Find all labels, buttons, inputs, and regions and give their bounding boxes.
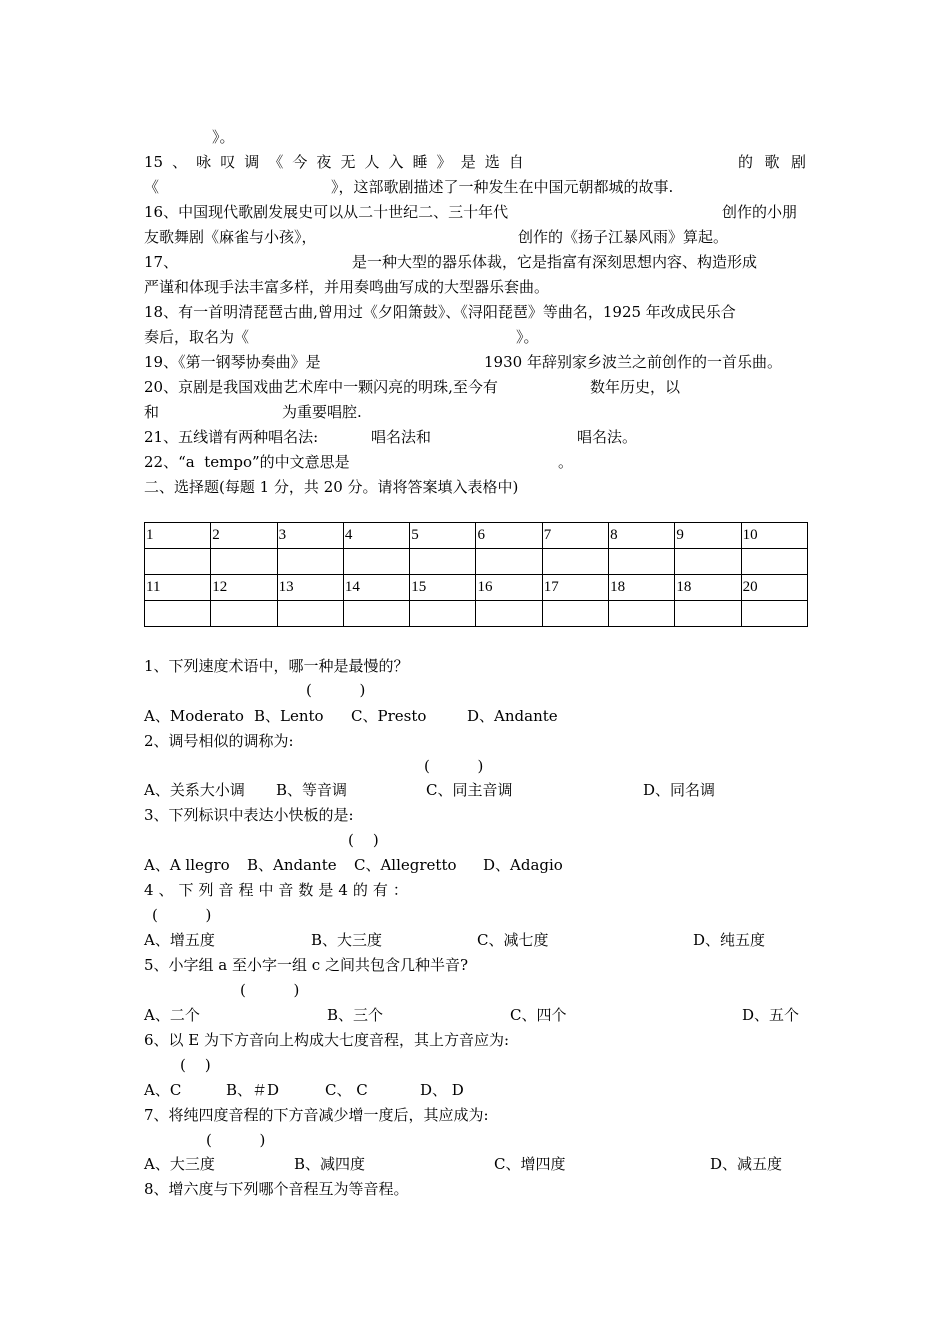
q15-tail-word: 歌	[764, 153, 780, 171]
mc-q6: 6、以 E 为下方音向上构成大七度音程，其上方音应为:	[144, 1031, 510, 1049]
answer-cell[interactable]	[675, 549, 741, 575]
answer-cell[interactable]	[741, 601, 807, 627]
mc-q4-answer-blank: ( )	[152, 906, 212, 924]
mc-q6-option-b: B、＃D	[226, 1081, 280, 1099]
answer-cell[interactable]	[277, 549, 343, 575]
mc-q1: 1、下列速度术语中，哪一种是最慢的？	[144, 657, 409, 675]
table-cell-number: 2	[211, 523, 277, 549]
mc-q4-word: 音	[218, 881, 234, 899]
table-cell-number: 17	[542, 575, 608, 601]
q21-left: 21、五线谱有两种唱名法:	[144, 428, 319, 446]
mc-q5: 5、小字组 a 至小字一组 c 之间共包含几种半音?	[144, 956, 469, 974]
mc-q4-word: 是	[318, 881, 334, 899]
q15-word: 人	[364, 153, 380, 171]
table-cell-number: 12	[211, 575, 277, 601]
mc-q3-answer-blank: ( )	[348, 831, 379, 849]
answer-cell[interactable]	[343, 601, 409, 627]
mc-q2: 2、调号相似的调称为:	[144, 732, 294, 750]
table-cell-number: 3	[277, 523, 343, 549]
mc-q5-option-a: A、二个	[144, 1006, 200, 1024]
answer-cell[interactable]	[145, 601, 211, 627]
mc-q3-option-d: D、Adagio	[483, 856, 563, 874]
answer-cell[interactable]	[145, 549, 211, 575]
mc-q1-option-b: B、Lento	[254, 707, 324, 725]
mc-q7-option-c: C、增四度	[494, 1155, 566, 1173]
q14-ending: 》。	[212, 128, 235, 146]
mc-q4-option-b: B、大三度	[311, 931, 383, 949]
mc-q4-option-d: D、纯五度	[693, 931, 766, 949]
mc-q4-word: 的	[352, 881, 368, 899]
mc-q4-word: 有	[372, 881, 388, 899]
mc-q7-option-d: D、减五度	[710, 1155, 783, 1173]
mc-q6-answer-blank: ( )	[180, 1056, 211, 1074]
answer-cell[interactable]	[675, 601, 741, 627]
q22-right: 。	[558, 453, 574, 471]
mc-q3-option-a: A、A llegro	[144, 856, 230, 874]
q15-word: 入	[388, 153, 404, 171]
mc-q2-option-b: B、等音调	[276, 781, 348, 799]
q19-left: 19、《第一钢琴协奏曲》是	[144, 353, 321, 371]
mc-q4-word: 4	[144, 881, 154, 899]
q15-word: 》	[436, 153, 452, 171]
mc-q8: 8、增六度与下列哪个音程互为等音程。	[144, 1180, 409, 1198]
mc-q7: 7、将纯四度音程的下方音减少增一度后，其应成为:	[144, 1106, 489, 1124]
answer-cell[interactable]	[211, 601, 277, 627]
table-cell-number: 6	[476, 523, 542, 549]
q17-line1-left: 17、	[144, 253, 179, 271]
answer-table	[144, 522, 808, 627]
q21-mid: 唱名法和	[371, 428, 432, 446]
answer-cell[interactable]	[476, 601, 542, 627]
q15-word: 夜	[316, 153, 332, 171]
mc-q1-option-a: A、Moderato	[144, 707, 244, 725]
table-cell-number: 5	[410, 523, 476, 549]
q15-word: 叹	[220, 153, 236, 171]
mc-q4-option-c: C、减七度	[477, 931, 549, 949]
q15-line2-right: 》，这部歌剧描述了一种发生在中国元朝都城的故事.	[331, 178, 674, 196]
q17-line1-right: 是一种大型的器乐体裁，它是指富有深刻思想内容、构造形成	[352, 253, 758, 271]
q15-tail-word: 的	[738, 153, 754, 171]
section-heading-multiple-choice: 二、选择题(每题 1 分，共 20 分。请将答案填入表格中)	[144, 478, 519, 496]
mc-q4-word: 数	[298, 881, 314, 899]
q22-left: 22、“a tempo”的中文意思是	[144, 453, 350, 471]
mc-q2-answer-blank: ( )	[424, 757, 484, 775]
q15-word: 是	[460, 153, 476, 171]
mc-q2-option-d: D、同名调	[643, 781, 716, 799]
answer-cell[interactable]	[609, 601, 675, 627]
q15-line2-left: 《	[144, 178, 160, 196]
answer-cell[interactable]	[609, 549, 675, 575]
q17-line2: 严谨和体现手法丰富多样，并用奏鸣曲写成的大型器乐套曲。	[144, 278, 550, 296]
mc-q3: 3、下列标识中表达小快板的是:	[144, 806, 354, 824]
table-cell-number: 14	[343, 575, 409, 601]
mc-q1-answer-blank: ( )	[306, 681, 366, 699]
mc-q7-answer-blank: ( )	[206, 1131, 266, 1149]
q15-line1	[144, 152, 524, 172]
q15-line1-tail	[738, 152, 806, 172]
q21-right: 唱名法。	[577, 428, 638, 446]
q15-word: 、	[172, 153, 188, 171]
q15-word: 无	[340, 153, 356, 171]
q16-line2-right: 创作的《扬子江暴风雨》算起。	[518, 228, 729, 246]
q19-right: 1930 年辞别家乡波兰之前创作的一首乐曲。	[484, 353, 782, 371]
mc-q4-word: 、	[158, 881, 174, 899]
answer-cell[interactable]	[410, 549, 476, 575]
table-cell-number: 9	[675, 523, 741, 549]
q15-word: 自	[508, 153, 524, 171]
mc-q2-option-c: C、同主音调	[426, 781, 513, 799]
mc-q4-word: 下	[178, 881, 194, 899]
mc-q4-word: 4	[338, 881, 348, 899]
table-row	[145, 575, 808, 601]
answer-cell[interactable]	[410, 601, 476, 627]
mc-q1-option-d: D、Andante	[467, 707, 558, 725]
q18-line1: 18、有一首明清琵琶古曲,曾用过《夕阳箫鼓》、《浔阳琵琶》等曲名，1925 年改成民乐合	[144, 303, 736, 321]
mc-q6-option-a: A、C	[144, 1081, 182, 1099]
q15-word: 15	[144, 153, 164, 171]
table-cell-number: 11	[145, 575, 211, 601]
mc-q3-option-b: B、Andante	[247, 856, 337, 874]
mc-q4	[144, 880, 408, 900]
q15-tail-word: 剧	[790, 153, 806, 171]
mc-q6-option-c: C、 C	[325, 1081, 368, 1099]
mc-q6-option-d: D、 D	[420, 1081, 464, 1099]
q15-word: 选	[484, 153, 500, 171]
table-cell-number: 16	[476, 575, 542, 601]
table-cell-number: 7	[542, 523, 608, 549]
mc-q4-word: 音	[278, 881, 294, 899]
q15-word: 今	[292, 153, 308, 171]
answer-cell[interactable]	[542, 549, 608, 575]
answer-cell[interactable]	[343, 549, 409, 575]
mc-q5-answer-blank: ( )	[240, 981, 300, 999]
q18-line2-left: 奏后，取名为《	[144, 328, 250, 346]
mc-q7-option-a: A、大三度	[144, 1155, 215, 1173]
table-cell-number: 20	[741, 575, 807, 601]
q18-line2-right: 》。	[516, 328, 539, 346]
mc-q5-option-d: D、五个	[742, 1006, 800, 1024]
table-row-answers	[145, 549, 808, 575]
mc-q5-option-b: B、三个	[327, 1006, 384, 1024]
mc-q4-option-a: A、增五度	[144, 931, 215, 949]
answer-cell[interactable]	[741, 549, 807, 575]
mc-q4-word: ：	[392, 881, 408, 899]
table-cell-number: 1	[145, 523, 211, 549]
q15-word: 睡	[412, 153, 428, 171]
table-cell-number: 10	[741, 523, 807, 549]
table-cell-number: 18	[609, 575, 675, 601]
mc-q2-option-a: A、关系大小调	[144, 781, 245, 799]
mc-q4-word: 程	[238, 881, 254, 899]
table-cell-number: 15	[410, 575, 476, 601]
table-cell-number: 18	[675, 575, 741, 601]
mc-q3-option-c: C、Allegretto	[354, 856, 457, 874]
q15-word: 调	[244, 153, 260, 171]
q15-word: 《	[268, 153, 284, 171]
answer-cell[interactable]	[476, 549, 542, 575]
table-cell-number: 4	[343, 523, 409, 549]
answer-cell[interactable]	[277, 601, 343, 627]
mc-q7-option-b: B、减四度	[294, 1155, 366, 1173]
q20-line2-right: 为重要唱腔.	[282, 403, 362, 421]
answer-cell[interactable]	[542, 601, 608, 627]
table-row	[145, 523, 808, 549]
q16-line2-left: 友歌舞剧《麻雀与小孩》，	[144, 228, 317, 246]
answer-cell[interactable]	[211, 549, 277, 575]
mc-q4-word: 中	[258, 881, 274, 899]
q16-line1-right: 创作的小朋	[722, 203, 798, 221]
table-row-answers	[145, 601, 808, 627]
mc-q1-option-c: C、Presto	[351, 707, 427, 725]
q16-line1-left: 16、中国现代歌剧发展史可以从二十世纪二、三十年代	[144, 203, 509, 221]
table-cell-number: 13	[277, 575, 343, 601]
q20-line1-left: 20、京剧是我国戏曲艺术库中一颗闪亮的明珠,至今有	[144, 378, 498, 396]
q15-word: 咏	[196, 153, 212, 171]
mc-q4-word: 列	[198, 881, 214, 899]
q20-line1-right: 数年历史，以	[590, 378, 681, 396]
table-cell-number: 8	[609, 523, 675, 549]
mc-q5-option-c: C、四个	[510, 1006, 567, 1024]
q20-line2-left: 和	[144, 403, 160, 421]
